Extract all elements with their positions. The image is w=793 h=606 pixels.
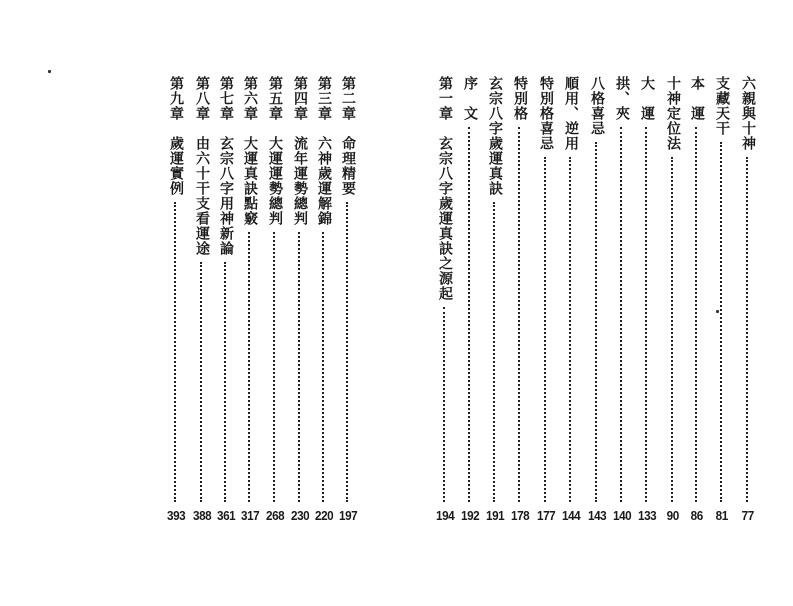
toc-entry-chapter-9[interactable] [163, 76, 189, 526]
toc-entry-title: 第三章 六神歲運解錦 [316, 76, 332, 226]
dot-leader [671, 157, 675, 502]
toc-entry-zhicang-tiangan[interactable] [709, 76, 735, 526]
toc-entry-page-number: 192 [460, 508, 480, 523]
toc-entry-preface[interactable] [457, 76, 483, 526]
toc-entry-page-number: 268 [265, 508, 285, 523]
toc-entry-title: 拱、夾 [614, 76, 630, 121]
toc-entry-title: 六親與十神 [740, 76, 756, 151]
toc-entry-page-number: 177 [536, 508, 556, 523]
right-page [396, 0, 793, 606]
toc-entry-title: 支藏天干 [714, 76, 730, 136]
dot-leader [468, 127, 472, 502]
toc-entry-chapter-1[interactable] [432, 76, 458, 526]
toc-entry-page-number: 317 [240, 508, 260, 523]
toc-entry-shishen-dingwei[interactable] [660, 76, 686, 526]
toc-entry-title: 第九章 歲運實例 [168, 76, 184, 196]
toc-entry-page-number: 140 [612, 508, 632, 523]
toc-entry-dayun[interactable] [634, 76, 660, 526]
toc-entry-tebiege[interactable] [507, 76, 533, 526]
toc-entry-title: 第六章 大運真訣點竅 [242, 76, 258, 226]
toc-entry-liuqin-shishen[interactable] [735, 76, 761, 526]
toc-entry-title: 第五章 大運運勢總判 [267, 76, 283, 226]
toc-entry-tebiege-xiji[interactable] [533, 76, 559, 526]
dot-leader [645, 127, 649, 502]
dot-leader [346, 202, 350, 502]
toc-entry-gong-jia[interactable] [609, 76, 635, 526]
dot-leader [248, 232, 252, 502]
toc-entry-title: 順用、逆用 [563, 76, 579, 151]
dot-leader [720, 142, 724, 502]
toc-entry-title: 第二章 命理精要 [340, 76, 356, 196]
dot-leader [746, 157, 750, 502]
dot-leader [518, 127, 522, 502]
toc-entry-page-number: 133 [637, 508, 657, 523]
dot-leader [493, 202, 497, 502]
toc-entry-page-number: 194 [435, 508, 455, 523]
dot-leader [443, 307, 447, 502]
dot-leader [544, 157, 548, 502]
toc-entry-page-number: 197 [338, 508, 358, 523]
toc-entry-chapter-3[interactable] [311, 76, 337, 526]
toc-entry-title: 第四章 流年運勢總判 [292, 76, 308, 226]
toc-entry-title: 第一章 玄宗八字歲運真訣之源起 [437, 76, 453, 301]
toc-entry-title: 特別格喜忌 [538, 76, 554, 151]
scan-speck [48, 70, 51, 73]
toc-entry-page-number: 144 [561, 508, 581, 523]
toc-entry-chapter-7[interactable] [213, 76, 239, 526]
toc-entry-page-number: 393 [166, 508, 186, 523]
toc-entry-title: 八格喜忌 [589, 76, 605, 136]
toc-entry-page-number: 191 [485, 508, 505, 523]
toc-entry-title: 大 運 [639, 76, 655, 121]
dot-leader [273, 232, 277, 502]
toc-entry-title: 玄宗八字歲運真訣 [487, 76, 503, 196]
dot-leader [322, 232, 326, 502]
dot-leader [569, 157, 573, 502]
toc-entry-title: 第七章 玄宗八字用神新論 [218, 76, 234, 256]
left-page [0, 0, 396, 606]
toc-entry-title: 特別格 [512, 76, 528, 121]
dot-leader [620, 127, 624, 502]
toc-entry-chapter-5[interactable] [262, 76, 288, 526]
toc-entry-page-number: 230 [290, 508, 310, 523]
dot-leader [200, 262, 204, 502]
toc-entry-chapter-8[interactable] [189, 76, 215, 526]
toc-entry-page-number: 86 [690, 508, 704, 523]
toc-entry-page-number: 81 [715, 508, 729, 523]
toc-entry-page-number: 388 [192, 508, 212, 523]
dot-leader [595, 142, 599, 502]
toc-entry-title: 第八章 由六十干支看運途 [194, 76, 210, 256]
toc-entry-page-number: 143 [587, 508, 607, 523]
toc-entry-chapter-6[interactable] [237, 76, 263, 526]
dot-leader [224, 262, 228, 502]
scan-speck [716, 310, 719, 313]
toc-entry-benyun[interactable] [684, 76, 710, 526]
toc-entry-page-number: 178 [510, 508, 530, 523]
toc-entry-page-number: 90 [666, 508, 680, 523]
toc-entry-chapter-2[interactable] [335, 76, 361, 526]
dot-leader [298, 232, 302, 502]
toc-entry-page-number: 361 [216, 508, 236, 523]
toc-entry-chapter-4[interactable] [287, 76, 313, 526]
dot-leader [695, 127, 699, 502]
toc-entry-page-number: 77 [741, 508, 755, 523]
toc-entry-bage-xiji[interactable] [584, 76, 610, 526]
dot-leader [174, 202, 178, 502]
toc-entry-suiyun-zhenjue[interactable] [482, 76, 508, 526]
toc-entry-title: 本 運 [689, 76, 705, 121]
toc-entry-title: 十神定位法 [665, 76, 681, 151]
toc-entry-page-number: 220 [314, 508, 334, 523]
toc-entry-title: 序 文 [462, 76, 478, 121]
toc-entry-shunyong-niyong[interactable] [558, 76, 584, 526]
